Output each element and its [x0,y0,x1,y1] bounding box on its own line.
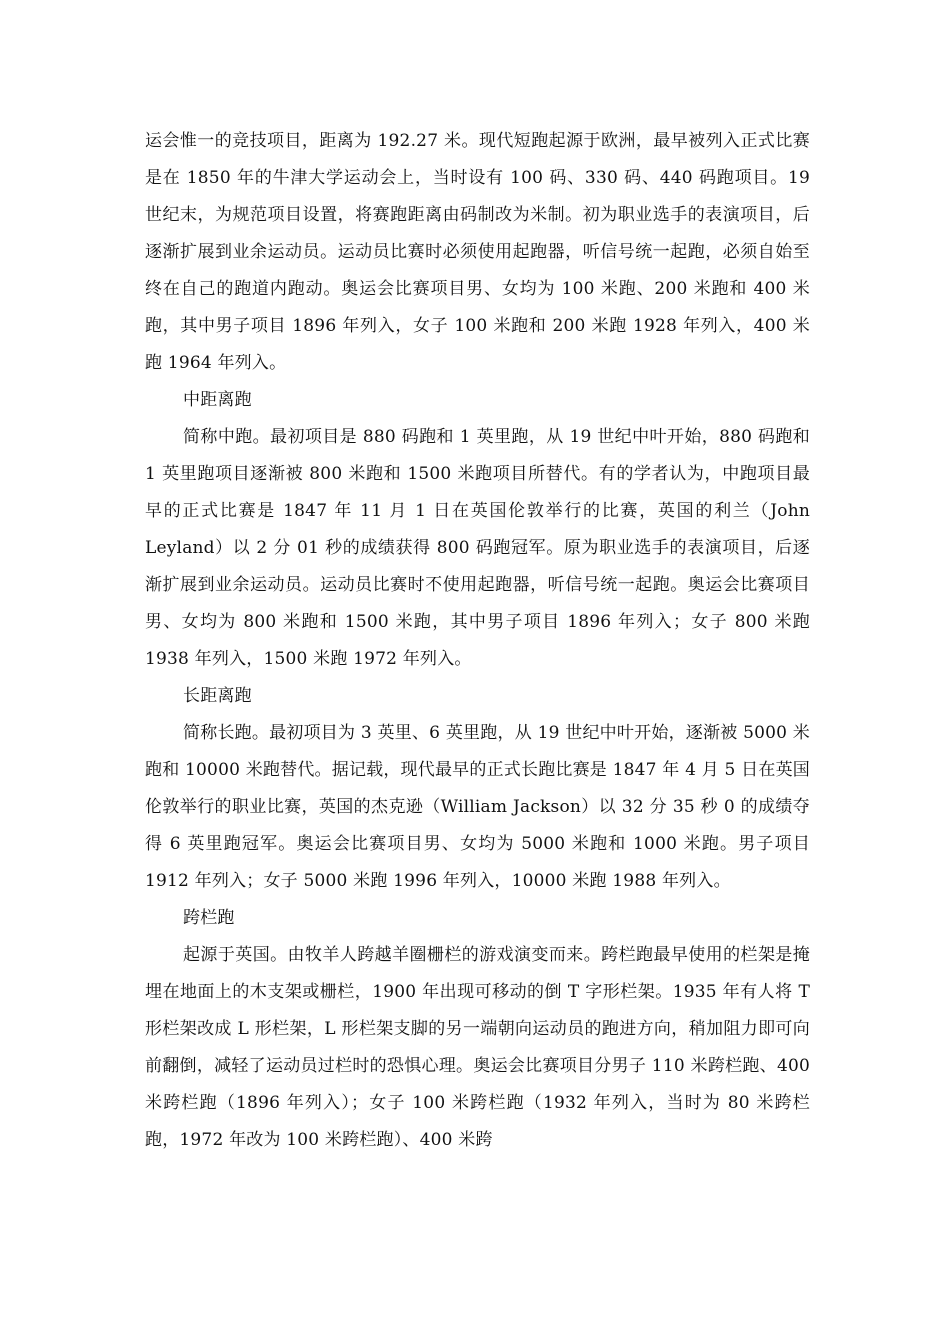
heading-long-distance: 长距离跑 [183,686,252,706]
paragraph-long-distance: 简称长跑。最初项目为 3 英里、6 英里跑，从 19 世纪中叶开始，逐渐被 5000 米跑和 10000 米跑替代。据记载，现代最早的正式长跑比赛是 1847 年 4 月 5 日在英国伦敦举行的职业比赛，英国的杰克逊（William Jackson）以 32 分 35 秒 0 的成绩夺得 6 英里跑冠军。奥运会比赛项目男、女均为 5000 米跑和 1000 米跑。男子项目 1912 年列入；女子 5000 米跑 1996 年列入，10000 米跑 1988 年列入。 [145,723,810,891]
heading-middle-distance: 中距离跑 [183,390,252,410]
paragraph-middle-distance: 简称中跑。最初项目是 880 码跑和 1 英里跑，从 19 世纪中叶开始，880 码跑和 1 英里跑项目逐渐被 800 米跑和 1500 米跑项目所替代。有的学者认为，中跑项目最早的正式比赛是 1847 年 11 月 1 日在英国伦敦举行的比赛，英国的利兰（John Leyland）以 2 分 01 秒的成绩获得 800 码跑冠军。原为职业选手的表演项目，后逐渐扩展到业余运动员。运动员比赛时不使用起跑器，听信号统一起跑。奥运会比赛项目男、女均为 800 米跑和 1500 米跑，其中男子项目 1896 年列入；女子 800 米跑 1938 年列入，1500 米跑 1972 年列入。 [145,427,810,669]
paragraph-hurdles: 起源于英国。由牧羊人跨越羊圈栅栏的游戏演变而来。跨栏跑最早使用的栏架是掩埋在地面上的木支架或栅栏，1900 年出现可移动的倒 T 字形栏架。1935 年有人将 T 形栏架改成 L 形栏架，L 形栏架支脚的另一端朝向运动员的跑进方向，稍加阻力即可向前翻倒，减轻了运动员过栏时的恐惧心理。奥运会比赛项目分男子 110 米跨栏跑、400 米跨栏跑（1896 年列入）；女子 100 米跨栏跑（1932 年列入，当时为 80 米跨栏跑，1972 年改为 100 米跨栏跑）、400 米跨 [145,945,810,1150]
heading-hurdles: 跨栏跑 [183,908,235,928]
paragraph-sprint-continued: 运会惟一的竞技项目，距离为 192.27 米。现代短跑起源于欧洲，最早被列入正式比赛是在 1850 年的牛津大学运动会上，当时设有 100 码、330 码、440 码跑项目。19 世纪末，为规范项目设置，将赛跑距离由码制改为米制。初为职业选手的表演项目，后逐渐扩展到业余运动员。运动员比赛时必须使用起跑器，听信号统一起跑，必须自始至终在自己的跑道内跑动。奥运会比赛项目男、女均为 100 米跑、200 米跑和 400 米跑，其中男子项目 1896 年列入，女子 100 米跑和 200 米跑 1928 年列入，400 米跑 1964 年列入。 [145,131,810,373]
document-body [145,123,810,1159]
